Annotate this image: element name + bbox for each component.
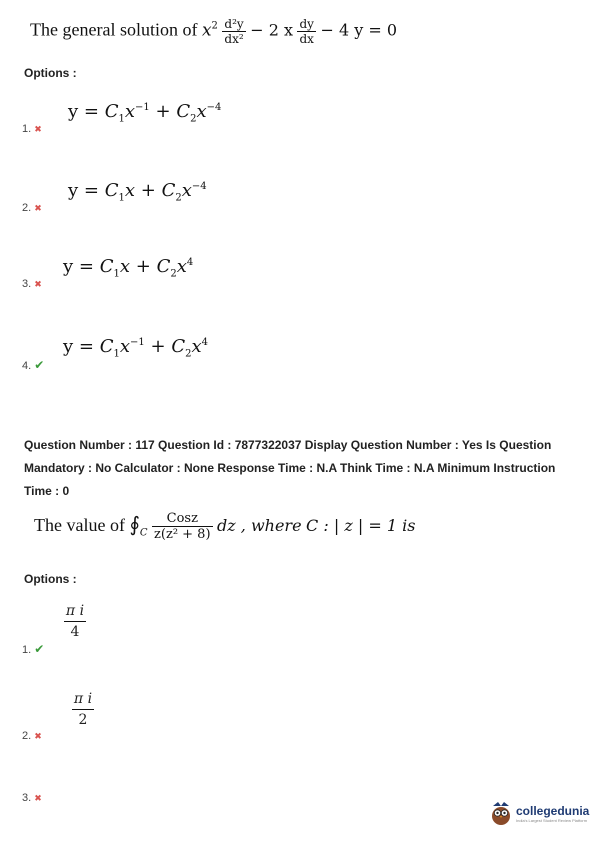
expr-plus: + xyxy=(135,256,151,277)
collegedunia-logo xyxy=(490,800,589,826)
expr-c1: C xyxy=(104,180,119,201)
option-expression xyxy=(63,336,208,360)
logo-wordmark: collegedunia xyxy=(516,803,590,818)
wrong-cross-icon: ✖ xyxy=(34,731,42,741)
expr-c1-sub: 1 xyxy=(113,268,120,280)
q2-option-2[interactable] xyxy=(0,692,400,752)
eq-first-derivative xyxy=(297,18,315,45)
option-fraction xyxy=(64,604,86,639)
q1-option-3[interactable] xyxy=(0,256,595,296)
expr-c1: C xyxy=(99,256,114,277)
option-number xyxy=(22,792,42,804)
expr-c1: C xyxy=(99,336,114,357)
option-number xyxy=(22,730,42,742)
metadata-line-1: Question Number : 117 Question Id : 7877322037 Display Question Number : Yes Is Question xyxy=(24,438,552,452)
expr-plus: + xyxy=(140,180,156,201)
fraction-denominator: 2 xyxy=(72,709,94,727)
expr-x2: x xyxy=(196,101,207,122)
question2-options-label: Options : xyxy=(24,572,77,586)
eq-x: x xyxy=(201,20,212,41)
expr-x1-exponent: −1 xyxy=(130,337,145,348)
wrong-cross-icon: ✖ xyxy=(34,124,42,134)
correct-check-icon: ✔ xyxy=(34,358,45,372)
option-number xyxy=(22,278,42,290)
expr-c2: C xyxy=(171,336,186,357)
eq-dx: dx xyxy=(299,32,314,46)
contour-subscript: C xyxy=(139,527,148,539)
q1-option-2[interactable] xyxy=(0,180,595,220)
expr-x1: x xyxy=(124,101,136,122)
contour-integral-sign: ∮ xyxy=(129,512,140,536)
question1-stem xyxy=(30,18,397,45)
fraction-denominator: 4 xyxy=(64,621,86,639)
correct-check-icon: ✔ xyxy=(34,642,45,656)
option-number-text: 3. xyxy=(22,792,32,804)
question1-options-label: Options : xyxy=(24,66,77,80)
question1-stem-prefix: The general solution of xyxy=(30,19,198,40)
option-fraction xyxy=(72,692,94,727)
expr-x1-exponent: −1 xyxy=(135,102,150,113)
option-number xyxy=(22,358,44,372)
expr-x2-exponent: −4 xyxy=(206,102,222,113)
integrand-denominator: z(z² + 8) xyxy=(154,527,211,543)
integrand-numerator: Cosz xyxy=(166,511,198,527)
expr-plus: + xyxy=(150,336,166,357)
eq-dx2: dx² xyxy=(224,32,244,46)
integral-tail: dz , where xyxy=(217,516,302,535)
fraction-numerator: π i xyxy=(73,691,93,707)
eq-tail: − 4 y = 0 xyxy=(320,20,398,40)
q1-option-1[interactable] xyxy=(0,101,595,141)
expr-c1-sub: 1 xyxy=(118,113,125,125)
expr-x2-exponent: −4 xyxy=(191,181,207,192)
eq-dy: dy xyxy=(299,17,314,31)
option-number-text: 2. xyxy=(22,730,32,742)
option-number xyxy=(22,123,42,135)
option-number-text: 1. xyxy=(22,123,32,135)
option-expression xyxy=(68,101,221,125)
expr-c2: C xyxy=(156,256,171,277)
wrong-cross-icon: ✖ xyxy=(34,203,42,213)
expr-c1-sub: 1 xyxy=(118,192,125,204)
question2-stem xyxy=(34,512,415,541)
option-expression xyxy=(63,256,193,280)
option-number-text: 2. xyxy=(22,202,32,214)
eq-x-exponent: 2 xyxy=(211,20,218,32)
option-number-text: 4. xyxy=(22,360,32,372)
expr-plus: + xyxy=(155,101,171,122)
question-metadata xyxy=(24,434,584,503)
expr-x1: x xyxy=(119,256,131,277)
fraction-numerator: π i xyxy=(65,603,85,619)
option-number-text: 1. xyxy=(22,644,32,656)
expr-x2: x xyxy=(176,256,187,277)
expr-c2-sub: 2 xyxy=(170,268,177,280)
expr-x2: x xyxy=(191,336,202,357)
owl-mascot-icon xyxy=(490,800,512,826)
metadata-line-3: Time : 0 xyxy=(24,484,70,498)
contour-condition: C : | z | = 1 is xyxy=(306,516,416,535)
metadata-line-2: Mandatory : No Calculator : None Response Time : N.A Think Time : N.A Minimum Instruction xyxy=(24,461,556,475)
logo-tagline: India's Largest Student Review Platform xyxy=(516,817,588,823)
expr-x2: x xyxy=(181,180,192,201)
question2-stem-prefix: The value of xyxy=(34,515,125,535)
expr-c1-sub: 1 xyxy=(113,348,120,360)
expr-x2-exponent: 4 xyxy=(201,337,209,348)
expr-c2: C xyxy=(161,180,176,201)
q2-option-3[interactable] xyxy=(0,792,400,852)
expr-x1: x xyxy=(124,180,136,201)
eq-d2y: d²y xyxy=(224,17,244,31)
option-number xyxy=(22,202,42,214)
expr-x1: x xyxy=(119,336,131,357)
expr-y-equals: y = xyxy=(63,336,94,357)
expr-c2-sub: 2 xyxy=(190,113,197,125)
expr-c2-sub: 2 xyxy=(185,348,192,360)
option-number xyxy=(22,642,44,656)
q1-option-4[interactable] xyxy=(0,336,595,376)
expr-y-equals: y = xyxy=(68,180,99,201)
integrand-fraction xyxy=(152,512,212,541)
expr-c1: C xyxy=(104,101,119,122)
q2-option-1[interactable] xyxy=(0,604,400,664)
expr-y-equals: y = xyxy=(68,101,99,122)
expr-y-equals: y = xyxy=(63,256,94,277)
wrong-cross-icon: ✖ xyxy=(34,793,42,803)
expr-x2-exponent: 4 xyxy=(186,257,194,268)
expr-c2: C xyxy=(176,101,191,122)
eq-second-derivative xyxy=(222,18,245,45)
option-expression xyxy=(68,180,207,204)
option-number-text: 3. xyxy=(22,278,32,290)
eq-minus-2x: − 2 x xyxy=(250,20,293,40)
expr-c2-sub: 2 xyxy=(175,192,182,204)
wrong-cross-icon: ✖ xyxy=(34,279,42,289)
